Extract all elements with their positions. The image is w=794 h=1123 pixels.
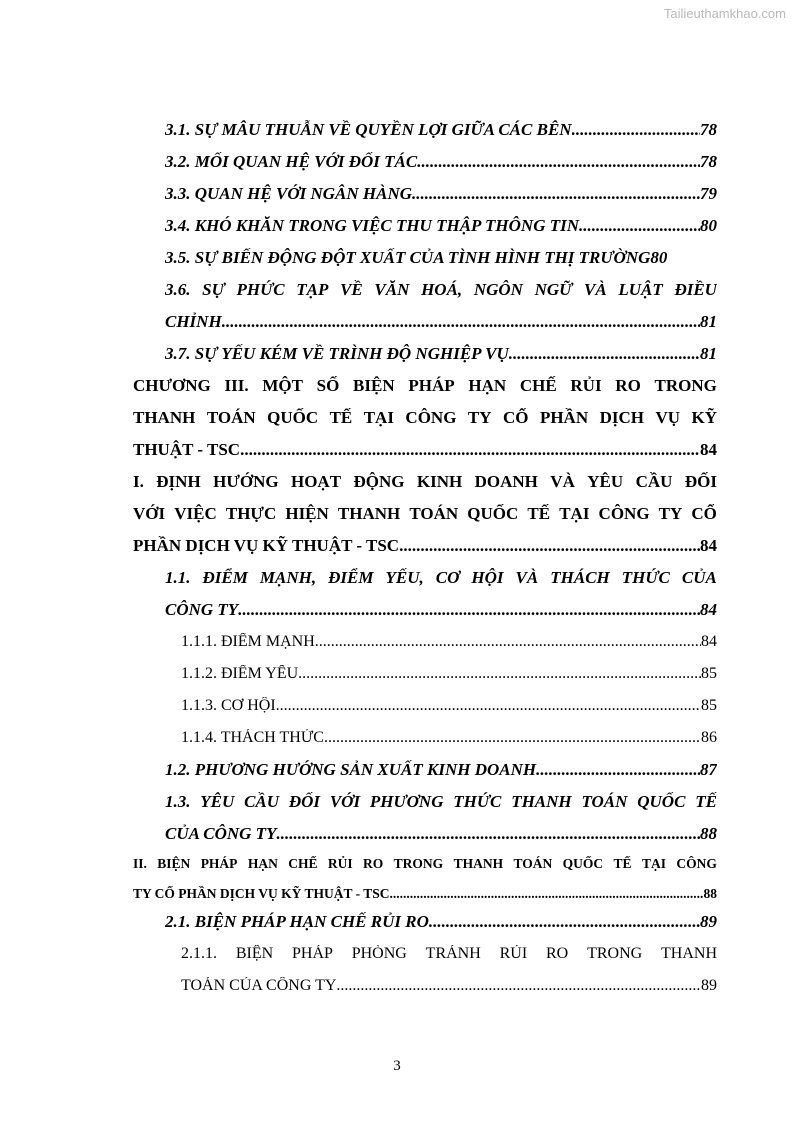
toc-entry-title: 1.1.2. ĐIỂM YẾU [181,665,299,682]
toc-entry-page: 84 [700,536,717,555]
toc-entry-title: CỦA CÔNG TY [165,824,277,843]
toc-leader [509,344,700,364]
toc-entry-page: 89 [701,977,717,994]
toc-entry-page: 78 [700,152,717,171]
toc-word: ĐIỂM [328,568,374,587]
toc-word: PHÁP [291,945,333,962]
toc-word: VỚI [133,504,166,523]
toc-word: RO [546,945,569,962]
toc-word: THÁCH [550,568,610,587]
toc-entry-page: 85 [701,665,717,682]
toc-entry-1-1-4[interactable] [181,729,717,747]
toc-section-2[interactable] [133,886,717,902]
toc-word: CỦA [681,568,717,587]
toc-entry-2-1[interactable] [165,912,717,932]
toc-word: PHÒNG [351,945,407,962]
toc-word: TY [658,504,683,523]
toc-entry-page: 81 [700,312,717,331]
toc-word: QUỐC [562,856,604,871]
toc-word: TẾ [613,856,632,871]
toc-entry-3-6[interactable] [165,312,717,332]
toc-leader [417,152,700,172]
toc-leader [222,312,700,332]
toc-entry-1-1[interactable] [165,600,717,620]
toc-word: ĐIỀU [674,280,717,299]
toc-entry-1-3-title[interactable] [165,792,717,812]
toc-entry-page: 84 [700,600,717,619]
toc-entry-title: 3.3. QUAN HỆ VỚI NGÂN HÀNG [165,184,412,203]
toc-leader [315,633,701,651]
toc-leader [336,977,701,995]
toc-word: HOÁ, [421,280,463,299]
toc-entry-page: 85 [701,697,717,714]
toc-entry-3-3[interactable] [165,184,717,204]
toc-word: 3.6. [165,280,191,299]
toc-entry-page: 86 [701,729,717,746]
toc-entry-title: TY CỔ PHẦN DỊCH VỤ KỸ THUẬT - TSC [133,886,390,901]
toc-word: CHẾ [288,856,318,871]
toc-entry-title: 1.2. PHƯƠNG HƯỚNG SẢN XUẤT KINH DOANH [165,760,537,779]
toc-word: III. [224,376,249,395]
toc-entry-1-2[interactable] [165,760,717,780]
toc-word: HẠN [247,856,278,871]
toc-word: TẠP [296,280,329,299]
toc-word: VỤ [655,408,681,427]
toc-word: BIỆN [157,856,191,871]
toc-word: PHƯƠNG [369,792,444,811]
toc-entry-1-1-3[interactable] [181,697,717,715]
toc-leader [298,665,701,683]
toc-word: 2.1.1. [181,945,217,962]
toc-entry-page: 78 [700,120,717,139]
toc-word: CẦU [635,472,673,491]
toc-word: CỔ [691,504,717,523]
toc-word: YẾU, [385,568,424,587]
toc-word: SỐ [316,376,340,395]
toc-word: RỦI [327,856,353,871]
toc-entry-3-7[interactable] [165,344,717,364]
toc-word: TẠI [559,504,590,523]
toc-entry-title: CÔNG TY [165,600,239,619]
toc-leader [572,120,700,140]
toc-entry-page: 80 [650,248,668,267]
toc-word: VỀ [340,280,363,299]
toc-entry-page: 84 [701,633,717,650]
toc-entry-page: 88 [700,824,717,843]
toc-word: VÀ [550,472,575,491]
toc-entry-title: 1.1.3. CƠ HỘI [181,697,276,714]
toc-entry-3-5[interactable] [165,248,717,268]
toc-word: TẠI [641,856,666,871]
toc-word: TẠI [363,408,394,427]
toc-leader [324,729,701,747]
toc-entry-1-1-1[interactable] [181,633,717,651]
toc-entry-1-1-2[interactable] [181,665,717,683]
toc-entry-title: CHỈNH [165,312,222,331]
toc-word: TRÁNH [425,945,481,962]
toc-word: THANH [337,504,401,523]
toc-word: SỰ [202,280,225,299]
toc-word: ĐỘNG [353,472,405,491]
toc-word: HƯỚNG [213,472,279,491]
toc-word: CÔNG [598,504,650,523]
toc-entry-title: 1.1.1. ĐIỂM MẠNH [181,633,315,650]
toc-word: BIỆN [235,945,274,962]
toc-word: TOÁN [409,504,459,523]
toc-word: RO [363,856,384,871]
toc-word: THANH [661,945,717,962]
toc-leader [399,536,700,556]
toc-word: DỊCH [599,408,644,427]
toc-word: YÊU [200,792,235,811]
page-number: 3 [393,1058,401,1074]
toc-word: VỚI [329,792,361,811]
toc-word: HỘI [471,568,504,587]
toc-word: CƠ [435,568,460,587]
toc-word: TY [467,408,492,427]
toc-entry-2-1-1[interactable] [181,977,717,995]
toc-word: HẠN [468,376,507,395]
toc-word: VIỆC [174,504,217,523]
toc-section-1-line-2[interactable] [133,504,717,524]
toc-word: TRONG [654,376,717,395]
toc-word: THỨC [621,568,670,587]
toc-section-1[interactable] [133,536,717,556]
toc-entry-1-1-title[interactable] [165,568,717,588]
toc-word: TRONG [393,856,444,871]
toc-word: RỦI [570,376,602,395]
toc-word: TOÁN [206,408,256,427]
toc-word: THỨC [453,792,502,811]
toc-entry-title: 2.1. BIỆN PHÁP HẠN CHẾ RỦI RO [165,912,429,931]
toc-leader [579,216,700,236]
toc-word: II. [133,856,147,871]
toc-word: PHÁP [408,376,455,395]
toc-word: DOANH [474,472,538,491]
toc-word: PHÁP [200,856,238,871]
toc-word: KỸ [691,408,717,427]
toc-word: MỘT [262,376,303,395]
toc-chapter-3[interactable] [133,440,717,460]
toc-entry-title: PHẦN DỊCH VỤ KỸ THUẬT - TSC [133,536,400,555]
toc-section-1-line-1[interactable] [133,472,717,492]
toc-entry-title: 1.1.4. THÁCH THỨC [181,729,324,746]
toc-entry-page: 79 [700,184,717,203]
toc-word: CHƯƠNG [133,376,211,395]
toc-word: VÀ [584,280,607,299]
toc-entry-title: 3.7. SỰ YẾU KÉM VỀ TRÌNH ĐỘ NGHIỆP VỤ [165,344,509,363]
toc-word: HOẠT [290,472,342,491]
toc-entry-page: 80 [700,216,717,235]
toc-word: CÔNG [676,856,717,871]
toc-word: THANH [453,856,504,871]
toc-word: THỰC [225,504,277,523]
toc-word: RO [615,376,641,395]
toc-chapter-3-line-1[interactable] [133,376,717,396]
toc-word: QUỐC [267,408,319,427]
toc-entry-page: 88 [703,886,717,901]
toc-word: QUỐC [637,792,686,811]
toc-word: BIỆN [353,376,395,395]
toc-word: ĐỊNH [156,472,201,491]
toc-word: TẾ [329,408,353,427]
toc-word: NGỮ [534,280,573,299]
toc-section-2-line-1[interactable] [133,856,717,872]
watermark: Tailieuthamkhao.com [663,6,786,21]
toc-word: I. [133,472,144,491]
toc-word: PHỨC [236,280,285,299]
toc-word: CỔ [502,408,529,427]
toc-entry-page: 89 [700,912,717,931]
toc-entry-title: 3.2. MỐI QUAN HỆ VỚI ĐỐI TÁC [165,152,418,171]
toc-leader [429,912,700,932]
toc-entry-page: 84 [700,440,717,459]
toc-word: TẾ [527,504,551,523]
toc-entry-title: 3.1. SỰ MÂU THUẪN VỀ QUYỀN LỢI GIỮA CÁC BÊN [165,120,572,139]
toc-word: THANH [133,408,196,427]
toc-word: HIỆN [285,504,329,523]
toc-word: ĐIỂM [202,568,248,587]
toc-word: THANH [511,792,572,811]
toc-entry-title: 3.5. SỰ BIẾN ĐỘNG ĐỘT XUẤT CỦA TÌNH HÌNH THỊ TRƯỜNG [165,248,651,267]
toc-word: ĐỐI [684,472,717,491]
toc-word: TOÁN [581,792,628,811]
toc-entry-title: 3.4. KHÓ KHĂN TRONG VIỆC THU THẬP THÔNG TIN [165,216,580,235]
toc-chapter-3-line-2[interactable] [133,408,717,428]
toc-word: MẠNH, [259,568,317,587]
toc-word: CẦU [244,792,280,811]
toc-word: VĂN [374,280,410,299]
toc-leader [536,760,700,780]
toc-entry-2-1-1-title[interactable] [181,945,717,963]
toc-leader [240,440,700,460]
toc-word: RỦI [499,945,528,962]
toc-word: ĐỐI [288,792,321,811]
toc-entry-3-2[interactable] [165,152,717,172]
toc-entry-3-6-title[interactable] [165,280,717,300]
toc-entry-3-4[interactable] [165,216,717,236]
toc-leader [412,184,700,204]
toc-entry-3-1[interactable] [165,120,717,140]
toc-word: KINH [416,472,463,491]
toc-leader [238,600,700,620]
toc-word: CÔNG [405,408,457,427]
toc-word: TRONG [587,945,643,962]
toc-word: YÊU [587,472,624,491]
toc-entry-page: 81 [700,344,717,363]
toc-word: 1.3. [165,792,191,811]
toc-leader [276,697,701,715]
toc-word: NGÔN [473,280,523,299]
toc-word: TẾ [695,792,717,811]
toc-leader [390,886,704,902]
toc-entry-page: 87 [700,760,717,779]
toc-entry-title: TOÁN CỦA CÔNG TY [181,977,337,994]
toc-word: PHẦN [539,408,589,427]
toc-word: 1.1. [165,568,191,587]
toc-word: VÀ [515,568,539,587]
toc-word: TOÁN [513,856,553,871]
toc-leader [276,824,700,844]
toc-entry-title: THUẬT - TSC [133,440,241,459]
toc-word: CHẾ [519,376,557,395]
toc-word: LUẬT [618,280,663,299]
toc-entry-1-3[interactable] [165,824,717,844]
toc-word: QUỐC [467,504,519,523]
